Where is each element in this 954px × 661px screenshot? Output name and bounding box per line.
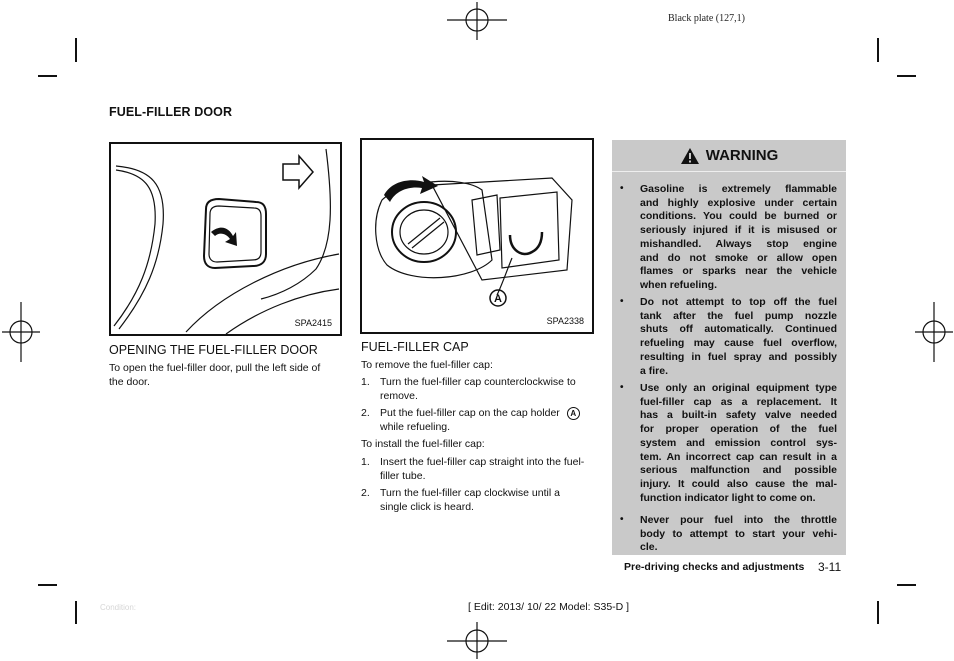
opening-line-2: the door. xyxy=(109,376,150,388)
callout-a-label: A xyxy=(494,293,502,305)
fuel-cap-illustration xyxy=(362,140,592,332)
figure-fuel-cap xyxy=(360,138,594,334)
install-intro: To install the fuel-filler cap: xyxy=(361,438,485,450)
opening-heading: OPENING THE FUEL-FILLER DOOR xyxy=(109,343,318,357)
warning-line: Use only an original equipment type xyxy=(640,382,837,394)
warning-item xyxy=(640,296,837,378)
warning-bullet: • xyxy=(620,382,624,393)
remove-step-1 xyxy=(361,375,593,403)
edit-line: [ Edit: 2013/ 10/ 22 Model: S35-D ] xyxy=(468,601,630,613)
warning-line: refueling may cause fuel overflow, xyxy=(640,337,837,350)
page-number: 3-11 xyxy=(818,560,842,574)
warning-line: Never pour fuel into the throttle xyxy=(640,514,837,526)
warning-title: WARNING xyxy=(705,147,779,164)
section-title: FUEL-FILLER DOOR xyxy=(109,105,233,119)
step-line: Turn the fuel-filler cap counterclockwise to xyxy=(380,376,576,388)
warning-line: seriously injured if it is misused or xyxy=(640,224,837,237)
warning-line: fuel-filler cap as a replacement. It xyxy=(640,395,837,408)
warning-line: for proper operation of the fuel xyxy=(640,423,837,436)
opening-line-1: To open the fuel-filler door, pull the left side of xyxy=(109,362,321,374)
remove-intro: To remove the fuel-filler cap: xyxy=(361,359,493,371)
step-line: filler tube. xyxy=(380,470,426,482)
footer-section: Pre-driving checks and adjustments xyxy=(624,561,805,573)
warning-line: and highly explosive under certain xyxy=(640,196,837,209)
step-number: 2. xyxy=(361,487,370,499)
warning-line: body to attempt to start your vehi- xyxy=(640,527,837,540)
warning-line: flames or sparks near the vehicle xyxy=(640,265,837,278)
warning-line: cle. xyxy=(640,541,658,554)
step-line: Turn the fuel-filler cap clockwise until a xyxy=(380,487,560,499)
warning-box xyxy=(612,140,846,555)
callout-a-badge: A xyxy=(567,407,580,420)
step-number: 1. xyxy=(361,456,370,468)
step-line: single click is heard. xyxy=(380,501,474,513)
condition-label: Condition: xyxy=(100,603,137,612)
warning-line: resulting in fuel spray and possibly xyxy=(640,350,837,363)
warning-line: tem. An incorrect cap can result in a xyxy=(640,450,837,463)
step-line: while refueling. xyxy=(380,421,451,433)
plate-label: Black plate (127,1) xyxy=(668,13,745,24)
install-step-2 xyxy=(361,486,593,514)
figure-code: SPA2338 xyxy=(546,316,584,326)
step-line: Insert the fuel-filler cap straight into the fuel- xyxy=(380,456,585,468)
figure-code: SPA2415 xyxy=(294,318,332,328)
warning-line: a fire. xyxy=(640,364,669,377)
warning-line: when refueling. xyxy=(640,278,718,291)
warning-line: function indicator light to come on. xyxy=(640,491,816,504)
step-number: 1. xyxy=(361,376,370,388)
warning-item xyxy=(640,382,837,505)
warning-line: and do not smoke or allow open xyxy=(640,251,837,264)
warning-bullet: • xyxy=(620,296,624,307)
warning-header xyxy=(612,140,846,172)
warning-line: Do not attempt to top off the fuel xyxy=(640,296,837,308)
warning-item xyxy=(640,183,837,293)
warning-bullet: • xyxy=(620,183,624,194)
warning-line: Gasoline is extremely flammable xyxy=(640,183,837,195)
fuel-door-illustration xyxy=(111,144,340,334)
warning-line: mishandled. Always stop engine xyxy=(640,237,837,250)
install-step-1 xyxy=(361,455,593,483)
step-line: Put the fuel-filler cap on the cap holder xyxy=(380,407,560,419)
warning-line: serious malfunction and possible xyxy=(640,464,837,477)
warning-line: system and emission control sys- xyxy=(640,436,837,449)
warning-line: has a built-in safety valve needed xyxy=(640,409,837,422)
figure-fuel-door xyxy=(109,142,342,336)
warning-line: conditions. You could be burned or xyxy=(640,210,837,223)
warning-line: injury. It could also cause the mal- xyxy=(640,477,837,490)
warning-triangle-icon xyxy=(680,147,700,165)
step-number: 2. xyxy=(361,407,370,419)
remove-step-2 xyxy=(361,406,593,434)
cap-heading: FUEL-FILLER CAP xyxy=(361,340,469,354)
warning-bullet: • xyxy=(620,514,624,525)
warning-line: tank after the fuel pump nozzle xyxy=(640,309,837,322)
step-line: remove. xyxy=(380,390,418,402)
warning-line: shuts off automatically. Continued xyxy=(640,323,837,336)
warning-item xyxy=(640,514,837,555)
